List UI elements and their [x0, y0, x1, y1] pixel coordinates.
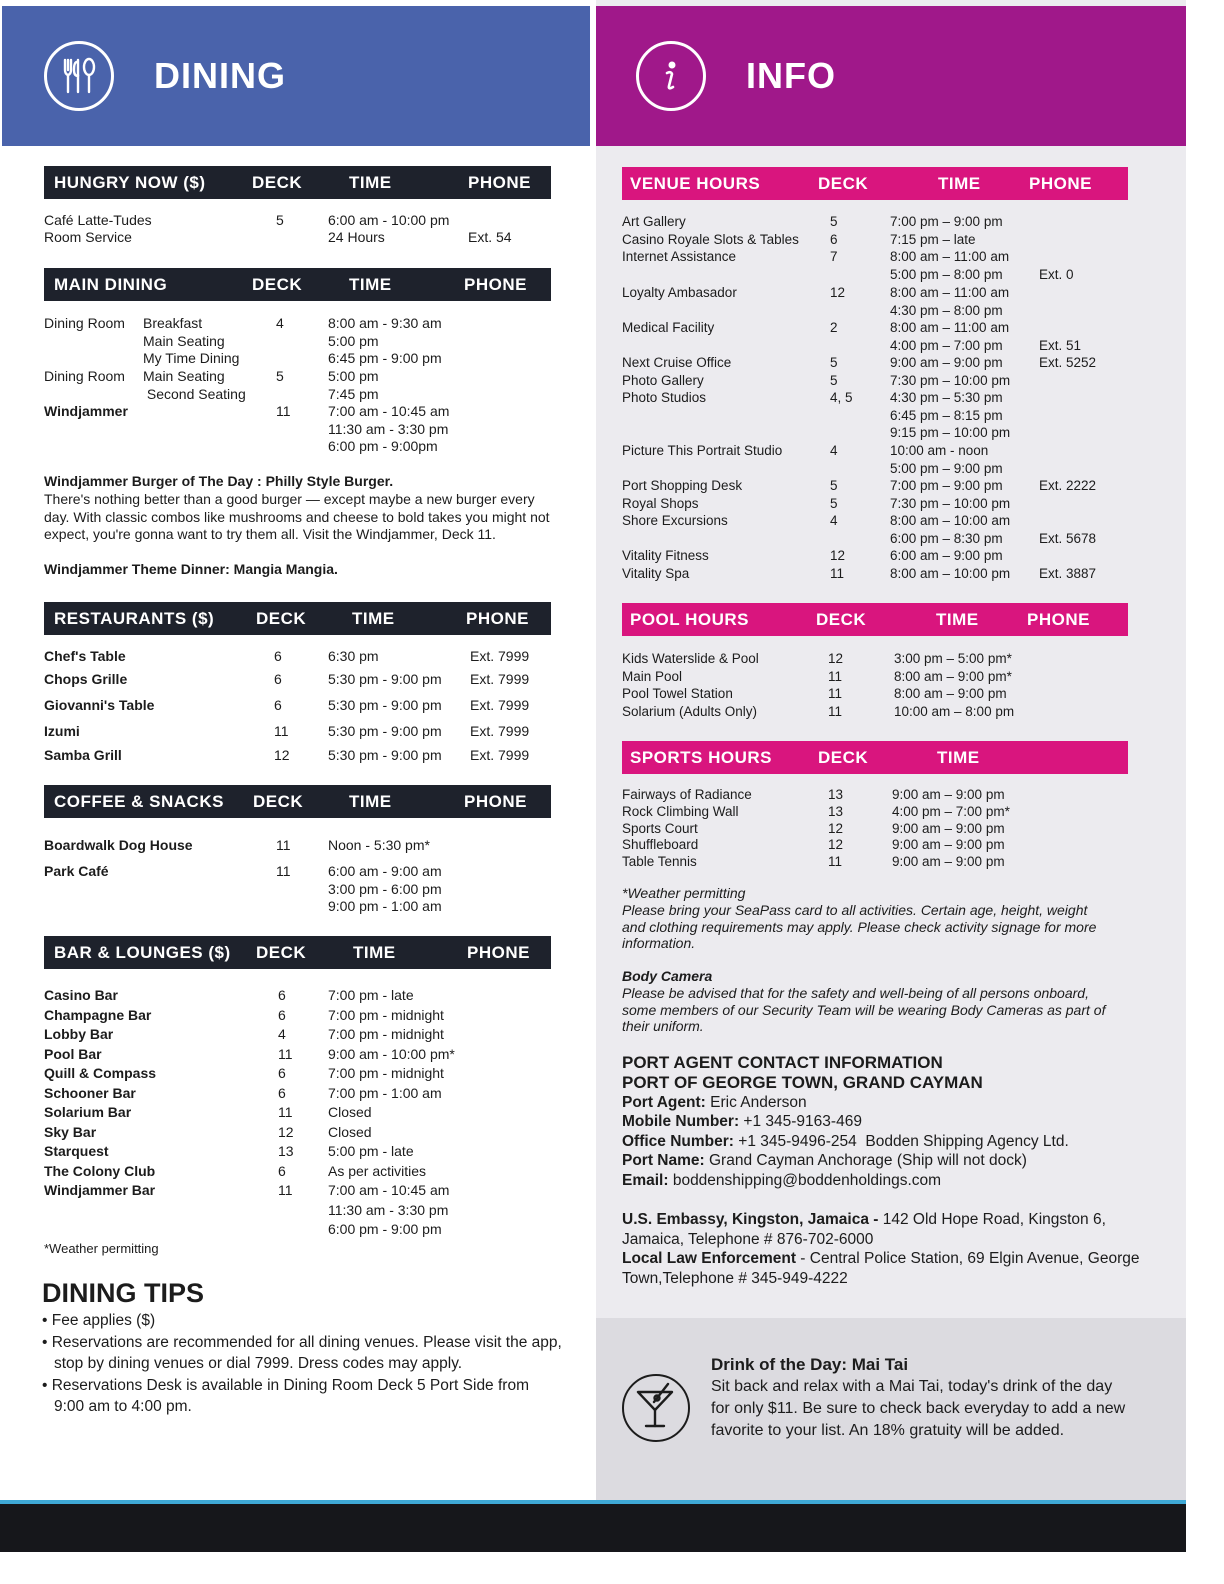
field-label: U.S. Embassy, Kingston, Jamaica -	[622, 1211, 879, 1228]
venue-time: 4:00 pm – 7:00 pm*	[892, 803, 1010, 819]
venue-deck: 11	[278, 1182, 293, 1198]
venue-time: 8:00 am – 9:00 pm	[894, 686, 1007, 701]
restaurants-header	[44, 602, 551, 635]
venue-name: Table Tennis	[622, 854, 697, 870]
venue-deck: 4	[830, 443, 838, 458]
venue-deck: 7	[830, 249, 838, 264]
time-item: 3:00 pm - 6:00 pm	[328, 880, 442, 897]
list-item: • Reservations Desk is available in Dining Room Deck 5 Port Side from 9:00 am to 4:00 pm.	[42, 1376, 529, 1415]
field-label: Mobile Number:	[622, 1113, 740, 1130]
sports-hours-header	[622, 741, 1128, 774]
venue-deck: 12	[830, 548, 846, 563]
venue-phone: Ext. 0	[1039, 267, 1074, 282]
venue-phone: Ext. 7999	[470, 648, 530, 664]
venue-time: 5:30 pm - 9:00 pm	[328, 671, 442, 687]
header-label: RESTAURANTS ($)	[54, 608, 215, 628]
venue-deck: 5	[276, 212, 284, 228]
venue-time: Closed	[328, 1123, 372, 1140]
embassy-line	[622, 1210, 1142, 1249]
body-camera-title: Body Camera	[622, 968, 713, 984]
venue-name: Sports Court	[622, 820, 698, 836]
venue-deck: 5	[830, 355, 838, 370]
header-label: VENUE HOURS	[630, 173, 761, 193]
header-deck: DECK	[252, 172, 303, 192]
seapass-note: Please bring your SeaPass card to all activities. Certain age, height, weight and clothing requirements may apply. Please check activity signage for more information.	[622, 902, 1097, 951]
venue-name: Chef's Table	[44, 648, 126, 664]
header-label: MAIN DINING	[54, 274, 168, 294]
theme-dinner: Windjammer Theme Dinner: Mangia Mangia.	[44, 561, 338, 577]
venue-phone: Ext. 54	[468, 229, 512, 245]
time-item: 5:00 pm	[328, 332, 379, 349]
burger-text: There's nothing better than a good burger — except maybe a new burger every day. With classic combos like mushrooms and cheese to bold takes you might not expect, you're gonna want to try them all. Visit the Windjammer, Deck 11.	[44, 491, 550, 542]
field-label: Email:	[622, 1172, 669, 1189]
venue-name: Shore Excursions	[622, 513, 728, 528]
venue-deck: 12	[828, 837, 844, 853]
venue-deck: 5	[830, 478, 838, 493]
venue-deck: 6	[278, 1162, 286, 1179]
venue-time: 4:30 pm – 8:00 pm	[890, 303, 1003, 318]
header-deck: DECK	[256, 608, 307, 628]
venue-phone: Ext. 5252	[1039, 355, 1097, 370]
body-camera-text: Please be advised that for the safety and well-being of all persons onboard, some members of our Security Team will be wearing Body Cameras as part of their uniform.	[622, 985, 1106, 1034]
venue-name: Fairways of Radiance	[622, 787, 752, 802]
venue-phone: Ext. 3887	[1039, 566, 1097, 581]
venue-name: Café Latte-Tudes	[44, 212, 152, 228]
time-list	[328, 368, 379, 403]
header-time: TIME	[938, 173, 981, 193]
header-time: TIME	[349, 791, 392, 811]
venue-deck: 11	[830, 566, 845, 581]
seating-item: Main Seating	[143, 368, 225, 384]
venue-time: 5:00 pm – 9:00 pm	[890, 461, 1003, 476]
list-item: • Reservations are recommended for all dining venues. Please visit the app, stop by dining venues or dial 7999. Dress codes may apply.	[42, 1333, 562, 1372]
venue-name: Solarium Bar	[44, 1104, 132, 1120]
venue-name: Park Café	[44, 863, 109, 879]
venue-time: Closed	[328, 1104, 372, 1120]
header-time: TIME	[936, 609, 979, 629]
venue-deck: 12	[278, 1123, 294, 1140]
venue-time: 7:30 pm – 10:00 pm	[890, 373, 1011, 388]
time-item: 7:00 am - 10:45 am	[328, 403, 450, 419]
header-label: COFFEE & SNACKS	[54, 791, 224, 811]
field-value: 142 Old Hope Road, Kingston 6, Jamaica, Telephone # 876-702-6000	[622, 1211, 1106, 1248]
field-value: +1 345-9496-254 Bodden Shipping Agency Ltd.	[733, 1133, 1069, 1150]
venue-deck: 12	[830, 285, 846, 300]
info-banner	[596, 6, 1186, 146]
venue-deck: 11	[828, 703, 843, 719]
venue-name: Izumi	[44, 723, 80, 739]
venue-time: 7:00 pm - midnight	[328, 1006, 444, 1023]
field-value: +1 345-9163-469	[739, 1113, 862, 1130]
venue-name: Giovanni's Table	[44, 697, 155, 713]
venue-name: Sky Bar	[44, 1123, 97, 1140]
venue-time: 9:00 am – 9:00 pm	[892, 787, 1005, 802]
venue-name: Solarium (Adults Only)	[622, 703, 758, 719]
venue-name: Pool Towel Station	[622, 686, 733, 701]
dining-tips-list	[42, 1310, 562, 1418]
header-phone: PHONE	[468, 172, 531, 192]
email-line	[622, 1171, 1162, 1191]
venue-time: 9:00 am – 9:00 pm	[892, 837, 1005, 853]
header-deck: DECK	[816, 609, 867, 629]
header-phone: PHONE	[466, 608, 529, 628]
venue-time: 6:00 pm - 9:00 pm	[328, 1221, 442, 1237]
venue-time: 7:00 pm - midnight	[328, 1065, 444, 1081]
venue-phone: Ext. 2222	[1039, 478, 1097, 493]
dining-tips-title: DINING TIPS	[42, 1278, 205, 1308]
venue-deck: 11	[828, 854, 843, 870]
time-item: 6:00 am - 9:00 am	[328, 863, 442, 879]
weather-note: *Weather permitting	[44, 1241, 159, 1256]
weather-note-info: *Weather permitting	[622, 885, 746, 901]
cocktail-icon	[622, 1374, 690, 1442]
header-deck: DECK	[818, 173, 869, 193]
venue-phone: Ext. 5678	[1039, 531, 1097, 546]
venue-time: 7:30 pm – 10:00 pm	[890, 496, 1011, 511]
office-line	[622, 1132, 1182, 1152]
venue-time: 11:30 am - 3:30 pm	[328, 1201, 449, 1218]
venue-time: 6:00 pm – 8:30 pm	[890, 531, 1003, 546]
venue-name: Shuffleboard	[622, 837, 699, 853]
venue-name: Chops Grille	[44, 671, 128, 687]
drink-of-the-day-box	[596, 1318, 1186, 1500]
venue-time: 8:00 am – 10:00 am	[890, 513, 1011, 528]
venue-time: 7:00 pm - 1:00 am	[328, 1084, 442, 1101]
venue-name: Vitality Fitness	[622, 548, 709, 563]
venue-time: 6:00 am - 10:00 pm	[328, 212, 450, 228]
venue-time: 7:00 pm – 9:00 pm	[890, 214, 1003, 229]
venue-name: Main Pool	[622, 668, 683, 684]
fork-knife-icon	[44, 41, 114, 111]
venue-deck: 11	[274, 723, 289, 739]
venue-deck: 6	[274, 697, 282, 713]
port-heading-2: PORT OF GEORGE TOWN, GRAND CAYMAN	[622, 1073, 983, 1092]
venue-deck: 4, 5	[830, 390, 853, 405]
field-value: - Central Police Station, 69 Elgin Avenue, George Town,Telephone # 345-949-4222	[622, 1250, 1140, 1287]
field-value: Grand Cayman Anchorage (Ship will not dock)	[704, 1152, 1027, 1169]
main-dining-header	[44, 268, 551, 301]
time-item: 6:00 pm - 9:00pm	[328, 438, 438, 454]
venue-deck: 6	[274, 648, 282, 664]
venue-name: Quill & Compass	[44, 1065, 157, 1081]
venue-deck: 4	[278, 1026, 286, 1042]
venue-deck: 6	[278, 987, 286, 1003]
venue-time: 5:00 pm – 8:00 pm	[890, 267, 1003, 282]
header-deck: DECK	[256, 942, 307, 962]
venue-time: 4:30 pm – 5:30 pm	[890, 390, 1003, 405]
venue-name: Loyalty Ambasador	[622, 285, 737, 300]
venue-time: 4:00 pm – 7:00 pm	[890, 338, 1003, 353]
seating-item: My Time Dining	[143, 350, 240, 366]
email-link[interactable]: boddenshipping@boddenholdings.com	[668, 1172, 942, 1189]
header-phone: PHONE	[467, 942, 530, 962]
venue-deck: 13	[278, 1143, 294, 1159]
header-phone: PHONE	[1027, 609, 1090, 629]
venue-name: Starquest	[44, 1143, 109, 1159]
venue-name: Windjammer Bar	[44, 1182, 156, 1198]
venue-deck: 12	[274, 747, 290, 763]
venue-name: Windjammer	[44, 403, 128, 419]
venue-deck: 11	[276, 863, 291, 879]
venue-name: Internet Assistance	[622, 249, 737, 264]
header-time: TIME	[353, 942, 396, 962]
venue-hours-header	[622, 167, 1128, 200]
field-value: Eric Anderson	[705, 1094, 807, 1111]
list-item: • Fee applies ($)	[42, 1312, 156, 1329]
venue-time: 9:00 am - 10:00 pm*	[328, 1045, 455, 1062]
port-agent-line	[622, 1093, 1162, 1113]
info-icon	[636, 41, 706, 111]
venue-deck: 6	[278, 1065, 286, 1081]
header-deck: DECK	[252, 274, 303, 294]
footer-bar	[0, 1504, 1186, 1552]
venue-name: Lobby Bar	[44, 1026, 114, 1042]
venue-time: Noon - 5:30 pm*	[328, 837, 430, 853]
venue-time: 7:00 am - 10:45 am	[328, 1182, 450, 1198]
venue-name: Pool Bar	[44, 1045, 102, 1062]
venue-time: 7:00 pm - midnight	[328, 1026, 444, 1042]
dining-banner	[2, 6, 590, 146]
venue-name: Rock Climbing Wall	[622, 803, 739, 819]
venue-time: 6:00 am – 9:00 pm	[890, 548, 1003, 563]
law-line	[622, 1249, 1142, 1288]
time-list	[328, 863, 442, 916]
venue-phone: Ext. 7999	[470, 671, 530, 687]
venue-name: Medical Facility	[622, 320, 715, 335]
venue-name: Casino Bar	[44, 987, 118, 1003]
venue-name: Port Shopping Desk	[622, 478, 743, 493]
venue-deck: 4	[276, 315, 284, 331]
venue-time: 9:00 am – 9:00 pm	[892, 820, 1005, 836]
venue-deck: 4	[830, 513, 838, 528]
venue-deck: 6	[278, 1006, 286, 1023]
header-time: TIME	[937, 747, 980, 767]
venue-time: 8:00 am – 11:00 am	[890, 320, 1010, 335]
venue-deck: 6	[830, 232, 838, 247]
venue-phone: Ext. 7999	[470, 723, 530, 739]
venue-name: Casino Royale Slots & Tables	[622, 232, 799, 247]
venue-deck: 5	[276, 368, 284, 384]
venue-phone: Ext. 7999	[470, 747, 530, 763]
venue-time: 9:00 am – 9:00 pm	[890, 355, 1003, 370]
venue-deck: 11	[278, 1045, 293, 1062]
venue-deck: 13	[828, 787, 844, 802]
header-phone: PHONE	[1029, 173, 1092, 193]
venue-phone: Ext. 51	[1039, 338, 1082, 353]
header-deck: DECK	[818, 747, 869, 767]
field-label: Office Number:	[622, 1133, 734, 1150]
venue-deck: 5	[830, 373, 838, 388]
venue-time: 8:00 am – 9:00 pm*	[894, 668, 1012, 684]
port-heading: PORT AGENT CONTACT INFORMATION	[622, 1053, 943, 1072]
header-label: SPORTS HOURS	[630, 747, 773, 767]
venue-time: 8:00 am – 11:00 am	[890, 249, 1010, 264]
time-item: 8:00 am - 9:30 am	[328, 315, 442, 331]
field-label: Port Agent:	[622, 1094, 706, 1111]
drink-text: Sit back and relax with a Mai Tai, today's drink of the day for only $11. Be sure to check back everyday to add a new favorite to your list. An 18% gratuity will be added.	[711, 1378, 1126, 1439]
venue-name: Champagne Bar	[44, 1006, 152, 1023]
venue-name: Photo Studios	[622, 390, 707, 405]
venue-deck: 11	[276, 403, 291, 419]
venue-name: Room Service	[44, 229, 132, 245]
header-time: TIME	[349, 172, 392, 192]
seating-list	[143, 315, 239, 368]
venue-name: Dining Room	[44, 368, 125, 384]
venue-phone: Ext. 7999	[470, 697, 530, 713]
venue-deck: 2	[830, 320, 838, 335]
venue-name: Dining Room	[44, 315, 125, 331]
venue-deck: 12	[828, 820, 844, 836]
venue-time: As per activities	[328, 1162, 427, 1179]
field-label: Port Name:	[622, 1152, 705, 1169]
venue-deck: 11	[276, 837, 291, 853]
venue-deck: 11	[278, 1104, 293, 1120]
dining-title: DINING	[154, 55, 286, 96]
time-list	[328, 315, 442, 368]
bar-lounges-header	[44, 936, 551, 969]
venue-time: 10:00 am - noon	[890, 443, 989, 458]
info-title: INFO	[746, 55, 836, 96]
venue-time: 8:00 am – 11:00 am	[890, 285, 1010, 300]
header-label: HUNGRY NOW ($)	[54, 172, 206, 192]
seating-item: Second Seating	[143, 385, 246, 402]
burger-title: Windjammer Burger of The Day : Philly Style Burger.	[44, 473, 394, 489]
venue-deck: 5	[830, 496, 838, 511]
venue-name: Next Cruise Office	[622, 355, 732, 370]
venue-time: 7:15 pm – late	[890, 232, 976, 247]
header-label: BAR & LOUNGES ($)	[54, 942, 231, 962]
venue-time: 5:30 pm - 9:00 pm	[328, 723, 442, 739]
pool-hours-header	[622, 603, 1128, 636]
seating-list	[143, 368, 246, 403]
venue-name: Boardwalk Dog House	[44, 837, 193, 853]
coffee-snacks-header	[44, 785, 551, 818]
time-item: 5:00 pm	[328, 368, 379, 384]
venue-name: Picture This Portrait Studio	[622, 443, 783, 458]
venue-time: 10:00 am – 8:00 pm	[894, 703, 1015, 719]
venue-name: Photo Gallery	[622, 373, 704, 388]
header-label: POOL HOURS	[630, 609, 749, 629]
venue-deck: 11	[828, 668, 843, 684]
time-item: 6:45 pm - 9:00 pm	[328, 350, 442, 366]
port-name-line	[622, 1151, 1162, 1171]
venue-time: 3:00 pm – 5:00 pm*	[894, 651, 1012, 666]
venue-deck: 5	[830, 214, 838, 229]
venue-name: Kids Waterslide & Pool	[622, 651, 759, 666]
venue-deck: 11	[828, 686, 843, 701]
venue-name: Schooner Bar	[44, 1084, 136, 1101]
venue-time: 5:30 pm - 9:00 pm	[328, 747, 442, 763]
venue-time: 24 Hours	[328, 229, 385, 245]
field-label: Local Law Enforcement	[622, 1250, 796, 1267]
venue-time: 9:15 pm – 10:00 pm	[890, 425, 1011, 440]
venue-name: Art Gallery	[622, 214, 686, 229]
venue-time: 7:00 pm – 9:00 pm	[890, 478, 1003, 493]
venue-time: 9:00 am – 9:00 pm	[892, 854, 1005, 870]
venue-time: 8:00 am – 10:00 pm	[890, 566, 1011, 581]
time-item: 11:30 am - 3:30 pm	[328, 420, 449, 437]
venue-deck: 6	[274, 671, 282, 687]
time-item: 9:00 pm - 1:00 am	[328, 898, 442, 914]
header-time: TIME	[352, 608, 395, 628]
header-phone: PHONE	[464, 791, 527, 811]
venue-name: The Colony Club	[44, 1162, 156, 1179]
mobile-line	[622, 1112, 1162, 1132]
header-deck: DECK	[253, 791, 304, 811]
venue-name: Samba Grill	[44, 747, 122, 763]
venue-time: 7:00 pm - late	[328, 987, 414, 1003]
venue-time: 6:45 pm – 8:15 pm	[890, 408, 1003, 423]
hungry-now-header	[44, 166, 551, 199]
venue-name: Vitality Spa	[622, 566, 690, 581]
header-phone: PHONE	[464, 274, 527, 294]
venue-deck: 12	[828, 651, 844, 666]
seating-item: Main Seating	[143, 332, 225, 349]
drink-title: Drink of the Day: Mai Tai	[711, 1355, 909, 1374]
venue-time: 5:30 pm - 9:00 pm	[328, 697, 442, 713]
venue-name: Royal Shops	[622, 496, 699, 511]
time-list	[328, 403, 449, 456]
venue-time: 5:00 pm - late	[328, 1143, 414, 1159]
seating-item: Breakfast	[143, 315, 203, 331]
time-item: 7:45 pm	[328, 385, 379, 402]
venue-deck: 13	[828, 803, 844, 819]
venue-deck: 6	[278, 1084, 286, 1101]
venue-time: 6:30 pm	[328, 648, 379, 664]
header-time: TIME	[349, 274, 392, 294]
